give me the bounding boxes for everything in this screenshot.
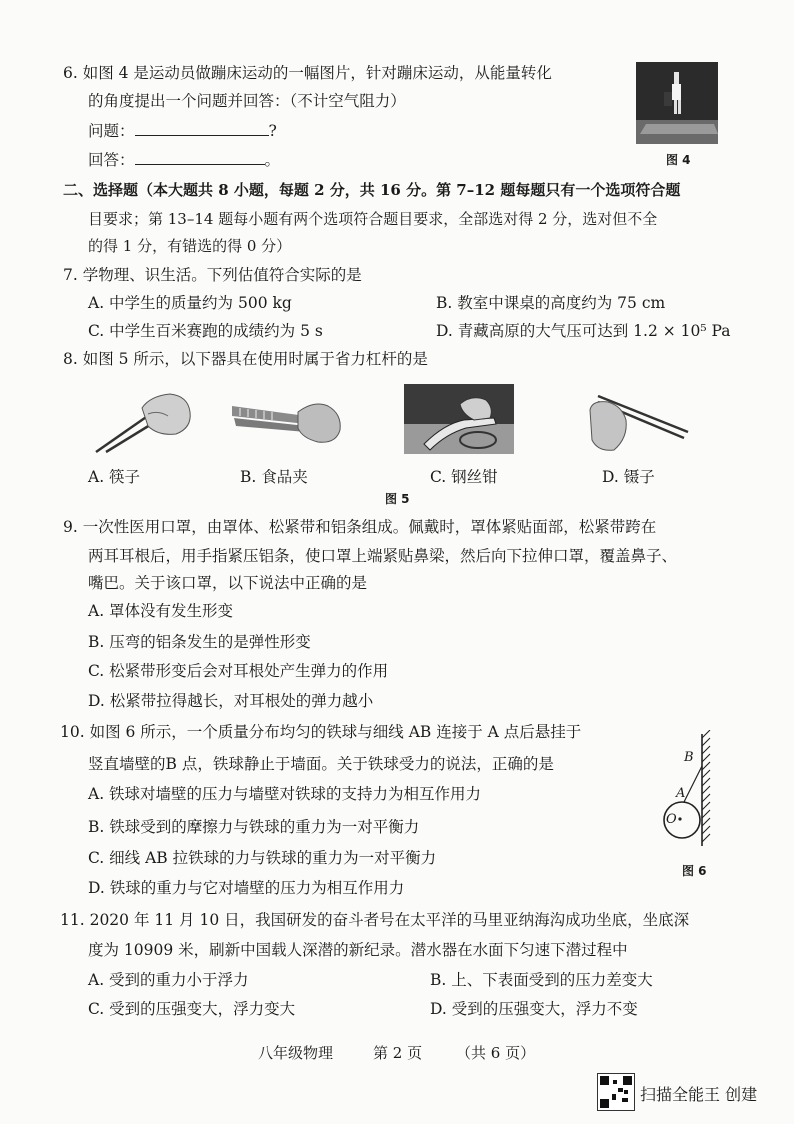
q6-answer-blank[interactable]	[135, 150, 265, 165]
q11-line-1: 11. 2020 年 11 月 10 日，我国研发的奋斗者号在太平洋的马里亚纳海沟成功坐底，坐底深	[60, 911, 690, 929]
q7-option-c[interactable]: C. 中学生百米赛跑的成绩约为 5 s	[88, 322, 323, 340]
fig6-caption: 图 6	[682, 864, 707, 878]
q6-answer-end: 。	[264, 151, 281, 169]
q6-line-2: 的角度提出一个问题并回答：（不计空气阻力）	[88, 92, 406, 110]
q6-line-1: 6. 如图 4 是运动员做蹦床运动的一幅图片，针对蹦床运动，从能量转化	[63, 64, 552, 82]
q6-question-row	[88, 121, 277, 141]
q10-option-a[interactable]: A. 铁球对墙壁的压力与墙壁对铁球的支持力为相互作用力	[88, 785, 482, 803]
q11-option-b[interactable]: B. 上、下表面受到的压力差变大	[430, 971, 653, 989]
qr-code-icon	[597, 1073, 635, 1111]
q9-option-c[interactable]: C. 松紧带形变后会对耳根处产生弹力的作用	[88, 662, 389, 680]
q9-line-3: 嘴巴。关于该口罩，以下说法中正确的是	[88, 574, 368, 592]
q10-option-c[interactable]: C. 细线 AB 拉铁球的力与铁球的重力为一对平衡力	[88, 849, 437, 867]
food-tongs-image	[228, 386, 344, 454]
q11-line-2: 度为 10909 米，刷新中国载人深潜的新纪录。潜水器在水面下匀速下潜过程中	[88, 941, 628, 959]
q8-option-a[interactable]: A. 筷子	[88, 468, 141, 486]
section2-line-3: 的得 1 分，有错选的得 0 分）	[88, 237, 292, 255]
fig5-caption: 图 5	[385, 492, 410, 506]
footer-page: 第 2 页	[373, 1044, 423, 1062]
fig6-label-b: B	[684, 750, 694, 765]
fig6-label-a: A	[676, 786, 686, 801]
q6-answer-label: 回答：	[88, 151, 135, 169]
q8-option-b[interactable]: B. 食品夹	[240, 468, 308, 486]
q7-option-d[interactable]: D. 青藏高原的大气压可达到 1.2 × 10⁵ Pa	[436, 322, 731, 340]
chopsticks-image	[92, 386, 194, 454]
q11-option-a[interactable]: A. 受到的重力小于浮力	[88, 971, 249, 989]
q6-question-blank[interactable]	[135, 121, 269, 136]
q9-line-1: 9. 一次性医用口罩，由罩体、松紧带和铝条组成。佩戴时，罩体紧贴面部，松紧带跨在	[63, 518, 657, 536]
q9-option-d[interactable]: D. 松紧带拉得越长，对耳根处的弹力越小	[88, 692, 374, 710]
footer-subject: 八年级物理	[258, 1044, 334, 1062]
wire-pliers-image	[404, 384, 514, 454]
q6-question-end: ?	[268, 122, 277, 140]
q11-option-d[interactable]: D. 受到的压强变大，浮力不变	[430, 1000, 638, 1018]
q10-line-2: 竖直墙壁的B 点，铁球静止于墙面。关于铁球受力的说法，正确的是	[88, 755, 554, 773]
fig6-label-o: O	[666, 812, 677, 827]
q7-option-a[interactable]: A. 中学生的质量约为 500 kg	[88, 294, 292, 312]
q10-option-b[interactable]: B. 铁球受到的摩擦力与铁球的重力为一对平衡力	[88, 818, 420, 836]
q6-answer-row	[88, 150, 280, 170]
q8-option-d[interactable]: D. 镊子	[602, 468, 655, 486]
fig4-caption: 图 4	[666, 153, 691, 167]
section2-line-1: 二、选择题（本大题共 8 小题，每题 2 分，共 16 分。第 7–12 题每题只有一个选项符合题	[63, 181, 681, 199]
trampoline-photo	[636, 62, 718, 144]
q10-line-1: 10. 如图 6 所示，一个质量分布均匀的铁球与细线 AB 连接于 A 点后悬挂于	[60, 723, 582, 741]
fig6-diagram	[652, 730, 722, 850]
q7-option-b[interactable]: B. 教室中课桌的高度约为 75 cm	[436, 294, 666, 312]
footer-total: （共 6 页）	[456, 1044, 536, 1062]
q8-option-c[interactable]: C. 钢丝钳	[430, 468, 498, 486]
tweezers-image	[588, 388, 692, 454]
q9-option-a[interactable]: A. 罩体没有发生形变	[88, 602, 234, 620]
watermark-text: 扫描全能王 创建	[640, 1085, 758, 1104]
q9-option-b[interactable]: B. 压弯的铝条发生的是弹性形变	[88, 633, 311, 651]
q9-line-2: 两耳耳根后，用手指紧压铝条，使口罩上端紧贴鼻梁，然后向下拉伸口罩，覆盖鼻子、	[88, 547, 678, 565]
q6-question-label: 问题：	[88, 122, 135, 140]
q8-stem: 8. 如图 5 所示，以下器具在使用时属于省力杠杆的是	[63, 350, 428, 368]
section2-line-2: 目要求；第 13–14 题每小题有两个选项符合题目要求，全部选对得 2 分，选对但不全	[88, 210, 658, 228]
q10-option-d[interactable]: D. 铁球的重力与它对墙壁的压力为相互作用力	[88, 879, 405, 897]
q11-option-c[interactable]: C. 受到的压强变大，浮力变大	[88, 1000, 296, 1018]
q7-stem: 7. 学物理、识生活。下列估值符合实际的是	[63, 266, 362, 284]
